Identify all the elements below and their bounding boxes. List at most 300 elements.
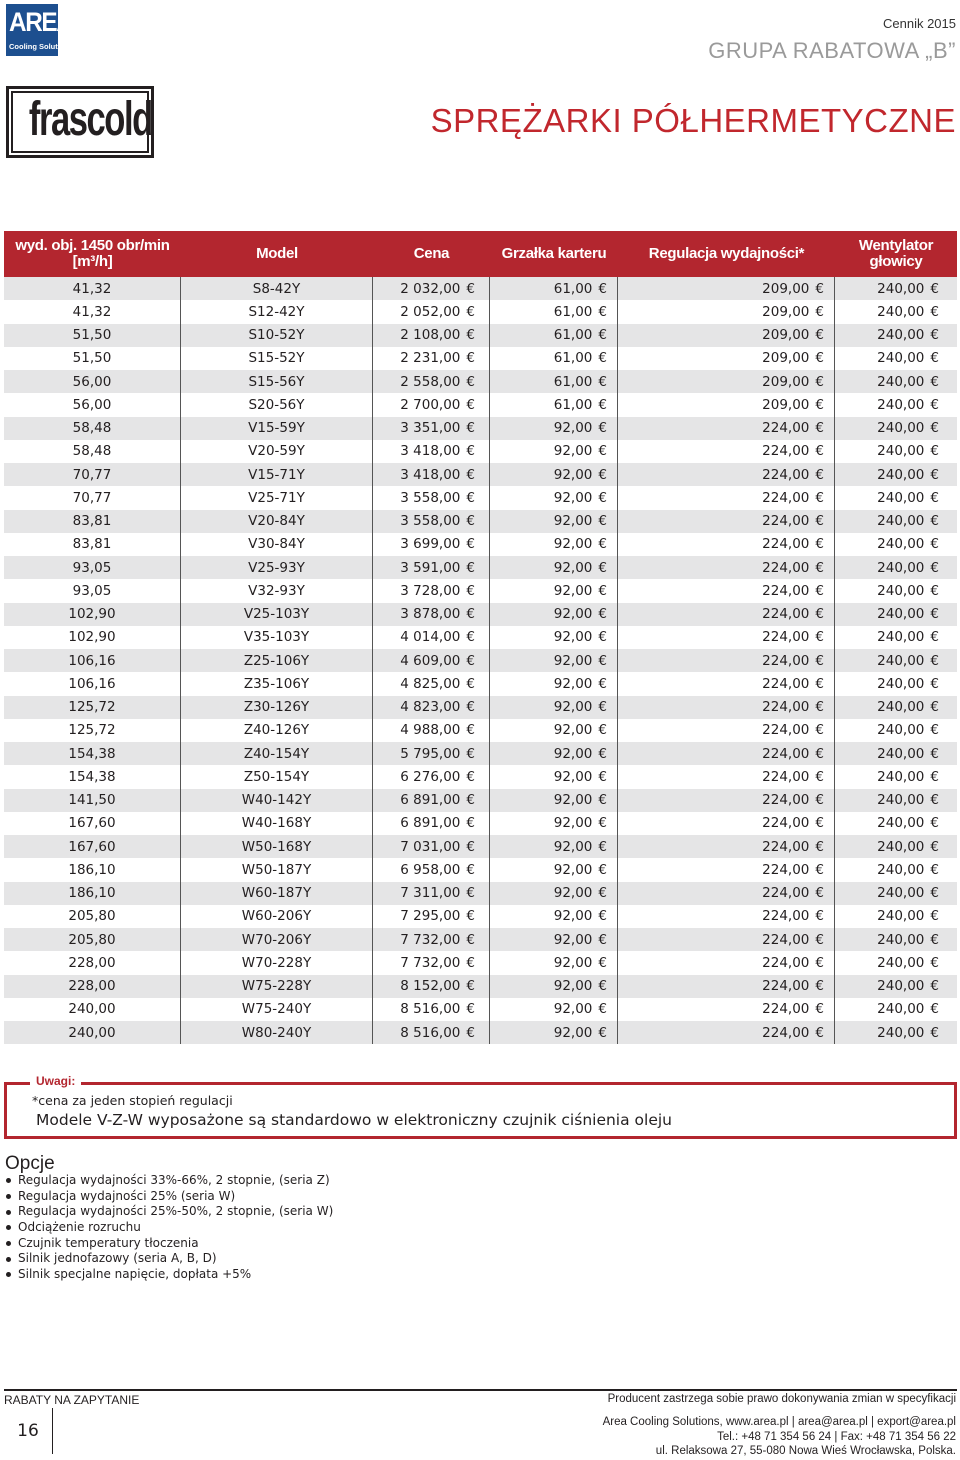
- list-item: [6, 1267, 333, 1283]
- cell-value: 240,00: [877, 745, 925, 762]
- euro-sign: €: [815, 861, 824, 878]
- cell-model: [181, 300, 373, 323]
- cell-value: 83,81: [72, 513, 112, 530]
- cell-crankcase-heater: [490, 300, 618, 323]
- cell-price: [373, 789, 490, 812]
- cell-crankcase-heater: [490, 626, 618, 649]
- list-item: [6, 1251, 333, 1267]
- cell-value: 2 108,00: [400, 327, 461, 344]
- cell-crankcase-heater: [490, 998, 618, 1021]
- cell-displacement: [4, 998, 181, 1021]
- cell-value: 92,00: [553, 954, 593, 971]
- table-row: [4, 556, 957, 579]
- cell-model: [181, 765, 373, 788]
- cell-capacity-control: [618, 672, 835, 695]
- notes-box-left-border: [4, 1085, 7, 1136]
- cell-capacity-control: [618, 649, 835, 672]
- cell-value: 209,00: [762, 327, 810, 344]
- cell-value: Z35-106Y: [243, 675, 310, 692]
- cell-value: 4 988,00: [400, 722, 461, 739]
- cell-displacement: [4, 905, 181, 928]
- cell-value: 7 031,00: [400, 838, 461, 855]
- cell-value: 240,00: [877, 466, 925, 483]
- euro-sign: €: [598, 885, 607, 902]
- cell-value: 92,00: [553, 699, 593, 716]
- table-row: [4, 765, 957, 788]
- cell-price: [373, 277, 490, 300]
- cell-crankcase-heater: [490, 510, 618, 533]
- euro-sign: €: [815, 699, 824, 716]
- header-head-fan: Wentylator głowicy: [858, 237, 934, 270]
- option-label: Czujnik temperatury tłoczenia: [18, 1235, 199, 1250]
- cell-model: [181, 928, 373, 951]
- euro-sign: €: [466, 861, 475, 878]
- euro-sign: €: [815, 1024, 824, 1041]
- cell-value: W60-187Y: [241, 885, 312, 902]
- euro-sign: €: [930, 885, 939, 902]
- bullet-icon: [6, 1257, 11, 1262]
- cell-price: [373, 719, 490, 742]
- euro-sign: €: [466, 536, 475, 553]
- cell-crankcase-heater: [490, 951, 618, 974]
- table-row: [4, 626, 957, 649]
- cell-price: [373, 393, 490, 416]
- euro-sign: €: [815, 420, 824, 437]
- footer-contact-company: Area Cooling Solutions, www.area.pl | area@area.pl | export@area.pl: [602, 1416, 956, 1428]
- options-list: [6, 1173, 333, 1283]
- euro-sign: €: [466, 373, 475, 390]
- euro-sign: €: [930, 489, 939, 506]
- cell-value: 154,38: [68, 768, 116, 785]
- cell-value: Z50-154Y: [243, 768, 310, 785]
- euro-sign: €: [598, 908, 607, 925]
- cell-price: [373, 1021, 490, 1044]
- cell-crankcase-heater: [490, 393, 618, 416]
- cell-value: 3 591,00: [400, 559, 461, 576]
- cell-value: 240,00: [877, 396, 925, 413]
- euro-sign: €: [815, 745, 824, 762]
- cell-value: 224,00: [762, 420, 810, 437]
- cell-displacement: [4, 277, 181, 300]
- cell-price: [373, 556, 490, 579]
- euro-sign: €: [815, 675, 824, 692]
- cell-value: 240,00: [877, 792, 925, 809]
- cell-value: 92,00: [553, 815, 593, 832]
- cell-price: [373, 440, 490, 463]
- euro-sign: €: [598, 606, 607, 623]
- cell-capacity-control: [618, 626, 835, 649]
- cell-head-fan: [835, 789, 957, 812]
- cell-model: [181, 672, 373, 695]
- euro-sign: €: [598, 815, 607, 832]
- euro-sign: €: [466, 675, 475, 692]
- cell-value: 70,77: [72, 466, 112, 483]
- cell-model: [181, 347, 373, 370]
- price-table: [4, 231, 957, 1044]
- euro-sign: €: [598, 629, 607, 646]
- euro-sign: €: [930, 373, 939, 390]
- table-row: [4, 975, 957, 998]
- euro-sign: €: [466, 838, 475, 855]
- cell-value: 6 891,00: [400, 792, 461, 809]
- cell-value: V35-103Y: [243, 629, 310, 646]
- cell-displacement: [4, 882, 181, 905]
- cell-value: 3 418,00: [400, 466, 461, 483]
- cell-value: 92,00: [553, 768, 593, 785]
- cell-value: 4 823,00: [400, 699, 461, 716]
- cell-head-fan: [835, 417, 957, 440]
- cell-capacity-control: [618, 579, 835, 602]
- euro-sign: €: [815, 536, 824, 553]
- euro-sign: €: [815, 908, 824, 925]
- euro-sign: €: [815, 350, 824, 367]
- cell-capacity-control: [618, 324, 835, 347]
- cell-value: 92,00: [553, 745, 593, 762]
- option-label: Regulacja wydajności 25% (seria W): [18, 1188, 236, 1203]
- euro-sign: €: [598, 280, 607, 297]
- list-item: [6, 1220, 333, 1236]
- cell-capacity-control: [618, 1021, 835, 1044]
- cell-value: 3 699,00: [400, 536, 461, 553]
- cell-crankcase-heater: [490, 905, 618, 928]
- cell-crankcase-heater: [490, 975, 618, 998]
- euro-sign: €: [815, 559, 824, 576]
- cell-crankcase-heater: [490, 417, 618, 440]
- cell-value: 224,00: [762, 443, 810, 460]
- cell-value: 228,00: [68, 954, 116, 971]
- cell-capacity-control: [618, 556, 835, 579]
- euro-sign: €: [598, 350, 607, 367]
- cell-price: [373, 347, 490, 370]
- euro-sign: €: [598, 466, 607, 483]
- euro-sign: €: [930, 978, 939, 995]
- cell-value: V25-103Y: [243, 606, 310, 623]
- cell-crankcase-heater: [490, 928, 618, 951]
- cell-displacement: [4, 719, 181, 742]
- cell-capacity-control: [618, 603, 835, 626]
- cell-value: V25-71Y: [248, 489, 305, 506]
- cell-displacement: [4, 370, 181, 393]
- table-row: [4, 300, 957, 323]
- cell-displacement: [4, 928, 181, 951]
- euro-sign: €: [598, 699, 607, 716]
- euro-sign: €: [930, 443, 939, 460]
- cell-head-fan: [835, 324, 957, 347]
- euro-sign: €: [466, 745, 475, 762]
- cell-value: 102,90: [68, 629, 116, 646]
- cell-value: 61,00: [553, 373, 593, 390]
- euro-sign: €: [598, 489, 607, 506]
- cell-value: 240,00: [877, 815, 925, 832]
- cell-head-fan: [835, 672, 957, 695]
- cell-value: 8 152,00: [400, 978, 461, 995]
- cell-price: [373, 626, 490, 649]
- cell-capacity-control: [618, 882, 835, 905]
- cell-value: W75-228Y: [241, 978, 312, 995]
- cell-value: S12-42Y: [248, 303, 305, 320]
- cell-value: 224,00: [762, 466, 810, 483]
- cell-value: 92,00: [553, 1001, 593, 1018]
- cell-value: 106,16: [68, 652, 116, 669]
- cell-value: S20-56Y: [248, 396, 305, 413]
- cell-value: 41,32: [72, 280, 112, 297]
- cell-price: [373, 417, 490, 440]
- cell-displacement: [4, 626, 181, 649]
- euro-sign: €: [815, 931, 824, 948]
- cell-value: 224,00: [762, 954, 810, 971]
- bullet-icon: [6, 1225, 11, 1230]
- cell-value: 224,00: [762, 629, 810, 646]
- cell-model: [181, 626, 373, 649]
- cell-value: 2 052,00: [400, 303, 461, 320]
- cell-price: [373, 765, 490, 788]
- euro-sign: €: [466, 652, 475, 669]
- cell-value: 240,00: [877, 838, 925, 855]
- table-row: [4, 1021, 957, 1044]
- euro-sign: €: [930, 815, 939, 832]
- euro-sign: €: [598, 978, 607, 995]
- cell-capacity-control: [618, 975, 835, 998]
- cell-head-fan: [835, 370, 957, 393]
- cell-model: [181, 975, 373, 998]
- euro-sign: €: [930, 745, 939, 762]
- table-row: [4, 951, 957, 974]
- cell-capacity-control: [618, 905, 835, 928]
- cell-capacity-control: [618, 347, 835, 370]
- cell-capacity-control: [618, 300, 835, 323]
- euro-sign: €: [815, 303, 824, 320]
- cell-head-fan: [835, 696, 957, 719]
- euro-sign: €: [466, 908, 475, 925]
- table-row: [4, 579, 957, 602]
- cell-value: 83,81: [72, 536, 112, 553]
- cell-price: [373, 951, 490, 974]
- cell-value: 224,00: [762, 745, 810, 762]
- cell-capacity-control: [618, 486, 835, 509]
- cell-crankcase-heater: [490, 882, 618, 905]
- euro-sign: €: [930, 954, 939, 971]
- cell-capacity-control: [618, 533, 835, 556]
- cell-value: 56,00: [72, 373, 112, 390]
- euro-sign: €: [466, 443, 475, 460]
- cell-value: 58,48: [72, 420, 112, 437]
- cell-model: [181, 463, 373, 486]
- euro-sign: €: [930, 536, 939, 553]
- cell-value: 7 732,00: [400, 954, 461, 971]
- frascold-logo: [6, 86, 154, 158]
- cell-crankcase-heater: [490, 440, 618, 463]
- euro-sign: €: [466, 954, 475, 971]
- cell-value: 224,00: [762, 722, 810, 739]
- cell-value: W40-142Y: [241, 792, 312, 809]
- footer-contact-phone: Tel.: +48 71 354 56 24 | Fax: +48 71 354 56 22: [717, 1430, 956, 1443]
- cell-capacity-control: [618, 998, 835, 1021]
- euro-sign: €: [815, 466, 824, 483]
- cell-value: 224,00: [762, 559, 810, 576]
- table-row: [4, 742, 957, 765]
- bullet-icon: [6, 1194, 11, 1199]
- cell-price: [373, 858, 490, 881]
- euro-sign: €: [815, 629, 824, 646]
- cell-value: 240,00: [877, 559, 925, 576]
- euro-sign: €: [598, 536, 607, 553]
- cell-model: [181, 998, 373, 1021]
- cell-value: 7 311,00: [400, 885, 461, 902]
- option-label: Regulacja wydajności 33%-66%, 2 stopnie, (seria Z): [18, 1173, 330, 1187]
- euro-sign: €: [815, 280, 824, 297]
- euro-sign: €: [466, 559, 475, 576]
- table-row: [4, 347, 957, 370]
- euro-sign: €: [598, 1024, 607, 1041]
- euro-sign: €: [466, 629, 475, 646]
- cell-value: 61,00: [553, 280, 593, 297]
- cell-value: 240,00: [68, 1001, 116, 1018]
- euro-sign: €: [598, 792, 607, 809]
- cell-value: 228,00: [68, 978, 116, 995]
- table-row: [4, 812, 957, 835]
- cell-value: 224,00: [762, 931, 810, 948]
- euro-sign: €: [930, 420, 939, 437]
- cell-model: [181, 1021, 373, 1044]
- cell-head-fan: [835, 812, 957, 835]
- cell-value: W50-168Y: [241, 838, 312, 855]
- cell-crankcase-heater: [490, 579, 618, 602]
- option-label: Silnik specjalne napięcie, dopłata +5%: [18, 1267, 252, 1282]
- cell-crankcase-heater: [490, 649, 618, 672]
- cell-displacement: [4, 533, 181, 556]
- euro-sign: €: [930, 1001, 939, 1018]
- cell-displacement: [4, 510, 181, 533]
- euro-sign: €: [466, 815, 475, 832]
- cell-value: 93,05: [72, 582, 112, 599]
- cell-head-fan: [835, 835, 957, 858]
- cell-value: 92,00: [553, 722, 593, 739]
- cell-model: [181, 951, 373, 974]
- cell-value: 92,00: [553, 908, 593, 925]
- cell-value: 92,00: [553, 1024, 593, 1041]
- euro-sign: €: [466, 582, 475, 599]
- cell-value: 240,00: [877, 489, 925, 506]
- table-header: [4, 231, 957, 277]
- cell-value: 240,00: [877, 931, 925, 948]
- euro-sign: €: [930, 675, 939, 692]
- header-crankcase-heater: Grzałka karteru: [501, 245, 607, 262]
- euro-sign: €: [466, 280, 475, 297]
- cell-capacity-control: [618, 928, 835, 951]
- cell-price: [373, 905, 490, 928]
- cell-value: 4 014,00: [400, 629, 461, 646]
- cell-model: [181, 533, 373, 556]
- cell-value: 240,00: [877, 699, 925, 716]
- cell-crankcase-heater: [490, 858, 618, 881]
- euro-sign: €: [598, 559, 607, 576]
- cell-model: [181, 835, 373, 858]
- euro-sign: €: [930, 350, 939, 367]
- cell-value: 224,00: [762, 838, 810, 855]
- cell-capacity-control: [618, 789, 835, 812]
- cell-model: [181, 603, 373, 626]
- euro-sign: €: [815, 792, 824, 809]
- cell-head-fan: [835, 626, 957, 649]
- cell-value: 224,00: [762, 489, 810, 506]
- euro-sign: €: [598, 303, 607, 320]
- table-row: [4, 510, 957, 533]
- table-row: [4, 533, 957, 556]
- cell-model: [181, 393, 373, 416]
- cell-head-fan: [835, 975, 957, 998]
- cell-value: 167,60: [68, 815, 116, 832]
- euro-sign: €: [598, 838, 607, 855]
- cell-head-fan: [835, 579, 957, 602]
- euro-sign: €: [466, 1024, 475, 1041]
- cell-crankcase-heater: [490, 370, 618, 393]
- page-number: 16: [4, 1408, 53, 1454]
- cell-price: [373, 998, 490, 1021]
- euro-sign: €: [466, 768, 475, 785]
- cell-value: 51,50: [72, 327, 112, 344]
- cell-value: 240,00: [877, 350, 925, 367]
- euro-sign: €: [930, 1024, 939, 1041]
- cell-value: 224,00: [762, 536, 810, 553]
- cell-head-fan: [835, 533, 957, 556]
- table-row: [4, 277, 957, 300]
- euro-sign: €: [930, 908, 939, 925]
- header-capacity-control: Regulacja wydajności*: [648, 245, 805, 262]
- cell-value: 106,16: [68, 675, 116, 692]
- header-model: Model: [256, 245, 298, 262]
- cell-displacement: [4, 696, 181, 719]
- euro-sign: €: [815, 606, 824, 623]
- table-row: [4, 417, 957, 440]
- euro-sign: €: [930, 327, 939, 344]
- cell-crankcase-heater: [490, 719, 618, 742]
- euro-sign: €: [930, 722, 939, 739]
- cell-head-fan: [835, 858, 957, 881]
- notes-main: Modele V-Z-W wyposażone są standardowo w elektroniczny czujnik ciśnienia oleju: [36, 1111, 672, 1129]
- table-row: [4, 905, 957, 928]
- euro-sign: €: [930, 838, 939, 855]
- euro-sign: €: [598, 1001, 607, 1018]
- cell-head-fan: [835, 905, 957, 928]
- cell-value: 240,00: [877, 280, 925, 297]
- cell-value: 209,00: [762, 280, 810, 297]
- cell-head-fan: [835, 510, 957, 533]
- area-logo-word: AREA: [9, 7, 73, 37]
- table-row: [4, 672, 957, 695]
- euro-sign: €: [598, 652, 607, 669]
- cell-value: Z25-106Y: [243, 652, 310, 669]
- euro-sign: €: [598, 931, 607, 948]
- cell-value: 224,00: [762, 606, 810, 623]
- table-row: [4, 719, 957, 742]
- euro-sign: €: [930, 768, 939, 785]
- cell-value: 2 032,00: [400, 280, 461, 297]
- cell-value: 209,00: [762, 396, 810, 413]
- cell-value: V15-71Y: [248, 466, 305, 483]
- cell-value: 92,00: [553, 513, 593, 530]
- euro-sign: €: [930, 396, 939, 413]
- cell-value: 240,00: [877, 908, 925, 925]
- cell-head-fan: [835, 951, 957, 974]
- euro-sign: €: [466, 699, 475, 716]
- cell-head-fan: [835, 347, 957, 370]
- cell-capacity-control: [618, 370, 835, 393]
- cell-model: [181, 696, 373, 719]
- euro-sign: €: [815, 582, 824, 599]
- cell-crankcase-heater: [490, 347, 618, 370]
- table-row: [4, 882, 957, 905]
- cell-model: [181, 556, 373, 579]
